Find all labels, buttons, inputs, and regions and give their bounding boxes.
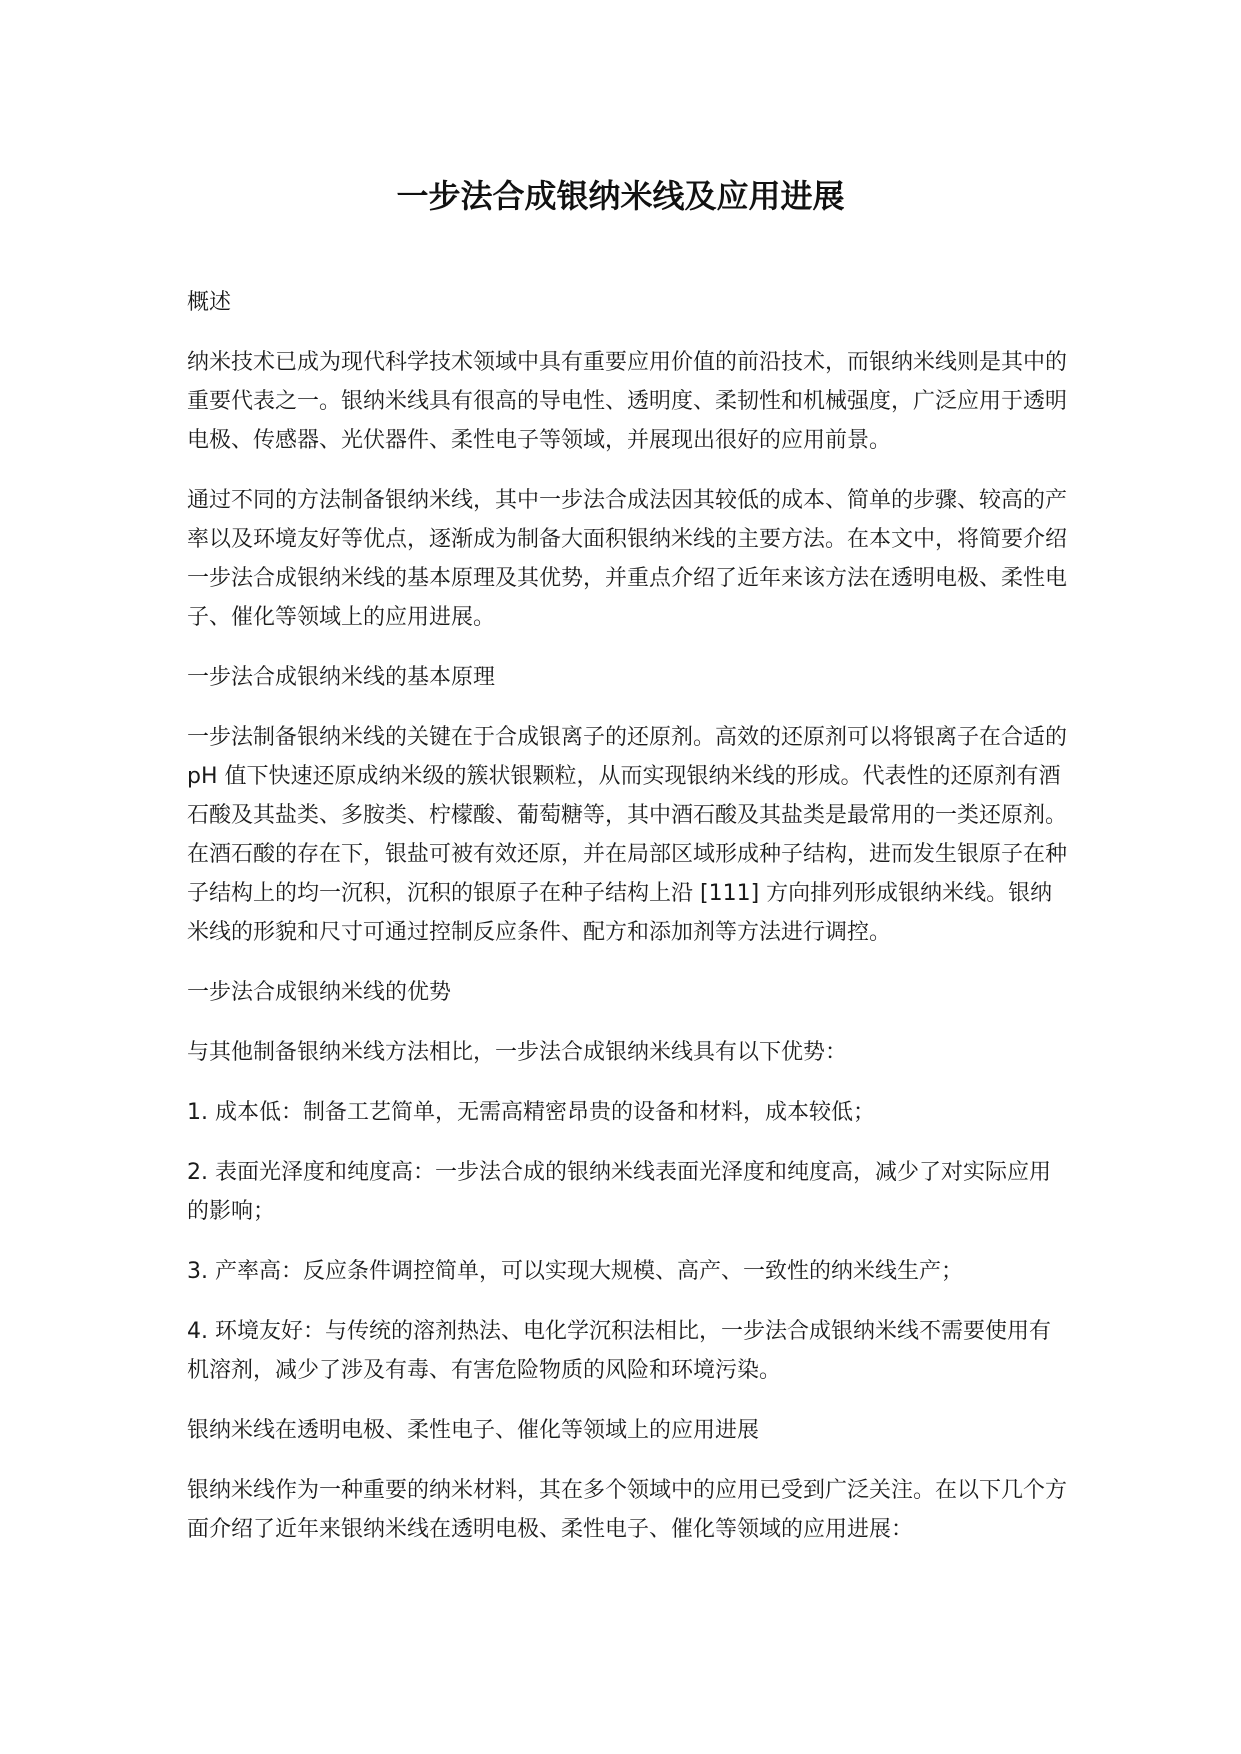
paragraph-intro: 纳米技术已成为现代科学技术领域中具有重要应用价值的前沿技术，而银纳米线则是其中的重要代表之一。银纳米线具有很高的导电性、透明度、柔韧性和机械强度，广泛应用于透明电极、传感器、光伏器件、柔性电子等领域，并展现出很好的应用前景。 <box>187 350 1068 453</box>
paragraph-advantages-intro: 与其他制备银纳米线方法相比，一步法合成银纳米线具有以下优势： <box>187 1040 848 1065</box>
section-heading-principle: 一步法合成银纳米线的基本原理 <box>187 665 496 690</box>
paragraph-methods-overview: 通过不同的方法制备银纳米线，其中一步法合成法因其较低的成本、简单的步骤、较高的产率以及环境友好等优点，逐渐成为制备大面积银纳米线的主要方法。在本文中，将简要介绍一步法合成银纳米线的基本原理及其优势，并重点介绍了近年来该方法在透明电极、柔性电子、催化等领域上的应用进展。 <box>187 488 1068 630</box>
list-item-advantage-3: 3. 产率高：反应条件调控简单，可以实现大规模、高产、一致性的纳米线生产； <box>187 1259 963 1284</box>
section-heading-overview: 概述 <box>187 290 232 315</box>
paragraph-applications: 银纳米线作为一种重要的纳米材料，其在多个领域中的应用已受到广泛关注。在以下几个方面介绍了近年来银纳米线在透明电极、柔性电子、催化等领域的应用进展： <box>187 1478 1068 1542</box>
paragraph-principle: 一步法制备银纳米线的关键在于合成银离子的还原剂。高效的还原剂可以将银离子在合适的 pH 值下快速还原成纳米级的簇状银颗粒，从而实现银纳米线的形成。代表性的还原剂有酒石酸及其盐类、多胺类、柠檬酸、葡萄糖等，其中酒石酸及其盐类是最常用的一类还原剂。在酒石酸的存在下，银盐可被有效还原，并在局部区域形成种子结构，进而发生银原子在种子结构上的均一沉积，沉积的银原子在种子结构上沿 [111] 方向排列形成银纳米线。银纳米线的形貌和尺寸可通过控制反应条件、配方和添加剂等方法进行调控。 <box>187 725 1068 945</box>
list-item-advantage-1: 1. 成本低：制备工艺简单，无需高精密昂贵的设备和材料，成本较低； <box>187 1100 875 1125</box>
section-heading-advantages: 一步法合成银纳米线的优势 <box>187 980 452 1005</box>
list-item-advantage-4: 4. 环境友好：与传统的溶剂热法、电化学沉积法相比，一步法合成银纳米线不需要使用有机溶剂，减少了涉及有毒、有害危险物质的风险和环境污染。 <box>187 1319 1051 1383</box>
document-title: 一步法合成银纳米线及应用进展 <box>396 177 845 215</box>
document-body <box>187 283 1067 1570</box>
list-item-advantage-2: 2. 表面光泽度和纯度高：一步法合成的银纳米线表面光泽度和纯度高，减少了对实际应用的影响； <box>187 1160 1051 1224</box>
section-heading-applications: 银纳米线在透明电极、柔性电子、催化等领域上的应用进展 <box>187 1418 760 1443</box>
